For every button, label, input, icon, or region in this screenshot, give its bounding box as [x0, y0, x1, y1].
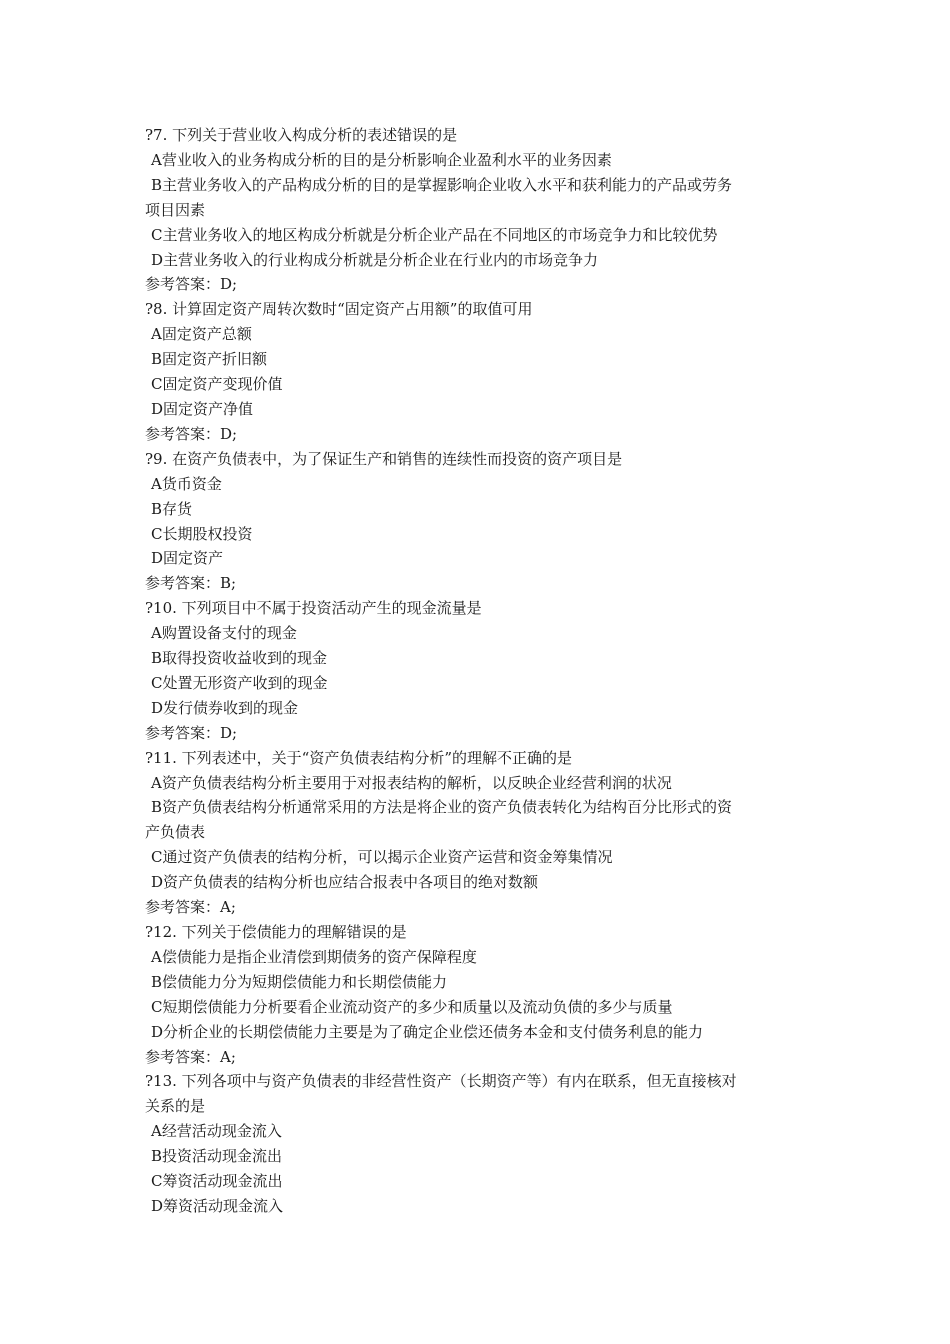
option-c: C短期偿债能力分析要看企业流动资产的多少和质量以及流动负债的多少与质量 [151, 997, 673, 1016]
option-a: A货币资金 [151, 474, 222, 493]
reference-answer: 参考答案：D; [145, 723, 238, 742]
reference-answer: 参考答案：D; [145, 275, 238, 294]
option-d: D筹资活动现金流入 [151, 1196, 284, 1215]
question-stem: ?10. 下列项目中不属于投资活动产生的现金流量是 [145, 599, 482, 618]
question-stem: ?7. 下列关于营业收入构成分析的表述错误的是 [145, 126, 458, 144]
question-stem: ?8. 计算固定资产周转次数时“固定资产占用额”的取值可用 [145, 300, 533, 319]
option-a: A经营活动现金流入 [151, 1122, 282, 1141]
option-a: A固定资产总额 [151, 325, 252, 344]
question-stem-continuation: 关系的是 [145, 1097, 206, 1116]
option-a: A偿债能力是指企业清偿到期债务的资产保障程度 [151, 947, 477, 966]
question-block [145, 123, 815, 297]
option-c: C处置无形资产收到的现金 [151, 673, 328, 692]
option-b-continuation: 项目因素 [145, 200, 206, 219]
option-b: B主营业务收入的产品构成分析的目的是掌握影响企业收入水平和获利能力的产品或劳务 [151, 175, 733, 194]
option-b: B取得投资收益收到的现金 [151, 649, 328, 668]
question-block [145, 746, 815, 920]
option-d: D固定资产 [151, 549, 224, 568]
option-b: B投资活动现金流出 [151, 1147, 283, 1166]
question-stem: ?12. 下列关于偿债能力的理解错误的是 [145, 923, 407, 941]
option-b: B资产负债表结构分析通常采用的方法是将企业的资产负债表转化为结构百分比形式的资 [151, 798, 733, 817]
option-c: C通过资产负债表的结构分析，可以揭示企业资产运营和资金筹集情况 [151, 848, 613, 867]
option-c: C筹资活动现金流出 [151, 1172, 283, 1191]
question-stem: ?11. 下列表述中，关于“资产负债表结构分析”的理解不正确的是 [145, 748, 573, 767]
question-block [145, 920, 815, 1069]
exam-document [145, 123, 815, 1219]
option-d: D固定资产净值 [151, 399, 254, 418]
question-block [145, 1069, 815, 1218]
option-c: C固定资产变现价值 [151, 375, 283, 394]
option-b: B固定资产折旧额 [151, 350, 268, 369]
option-d: D发行债券收到的现金 [151, 698, 299, 717]
option-c: C主营业务收入的地区构成分析就是分析企业产品在不同地区的市场竞争力和比较优势 [151, 225, 718, 244]
option-d: D分析企业的长期偿债能力主要是为了确定企业偿还债务本金和支付债务利息的能力 [151, 1022, 704, 1041]
option-a: A购置设备支付的现金 [151, 624, 297, 643]
option-d: D主营业务收入的行业构成分析就是分析企业在行业内的市场竞争力 [151, 250, 599, 269]
reference-answer: 参考答案：B; [145, 574, 237, 593]
option-a: A营业收入的业务构成分析的目的是分析影响企业盈利水平的业务因素 [151, 150, 612, 169]
question-block [145, 297, 815, 446]
reference-answer: 参考答案：A; [145, 1047, 236, 1066]
option-a: A资产负债表结构分析主要用于对报表结构的解析，以反映企业经营利润的状况 [151, 773, 672, 792]
option-b-continuation: 产负债表 [145, 823, 206, 842]
option-b: B偿债能力分为短期偿债能力和长期偿债能力 [151, 972, 448, 991]
reference-answer: 参考答案：D; [145, 424, 238, 443]
reference-answer: 参考答案：A; [145, 898, 236, 917]
question-stem: ?13. 下列各项中与资产负债表的非经营性资产（长期资产等）有内在联系，但无直接核对 [145, 1072, 737, 1091]
option-d: D资产负债表的结构分析也应结合报表中各项目的绝对数额 [151, 873, 539, 892]
question-block [145, 447, 815, 596]
option-c: C长期股权投资 [151, 524, 253, 543]
question-block [145, 596, 815, 745]
question-stem: ?9. 在资产负债表中，为了保证生产和销售的连续性而投资的资产项目是 [145, 449, 623, 468]
option-b: B存货 [151, 499, 193, 518]
